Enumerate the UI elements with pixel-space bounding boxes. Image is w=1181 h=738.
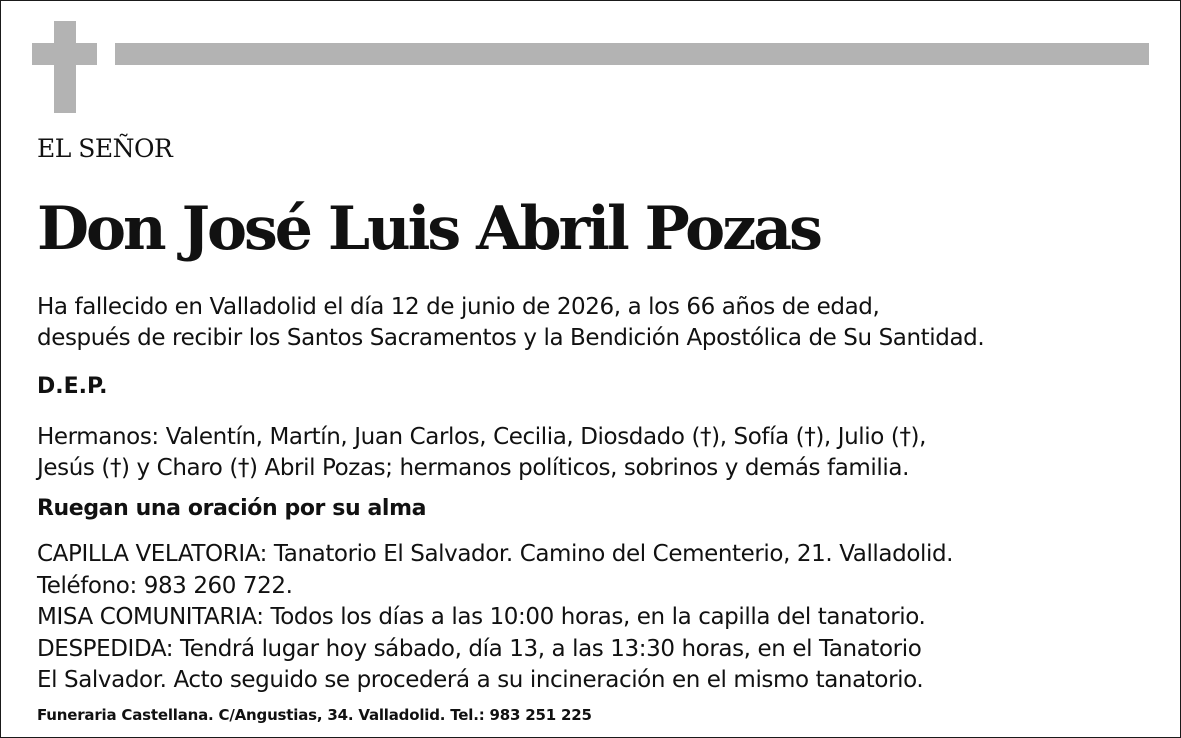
deceased-name: Don José Luis Abril Pozas	[37, 194, 820, 264]
details-line: MISA COMUNITARIA: Todos los días a las 10:00 horas, en la capilla del tanatorio.	[37, 604, 926, 630]
details-line: El Salvador. Acto seguido se procederá a su incineración en el mismo tanatorio.	[37, 667, 924, 693]
prayer-line: Ruegan una oración por su alma	[37, 496, 427, 521]
details-line: DESPEDIDA: Tendrá lugar hoy sábado, día 13, a las 13:30 horas, en el Tanatorio	[37, 635, 922, 662]
details-line: Teléfono: 983 260 722.	[37, 572, 293, 599]
heading: EL SEÑOR	[37, 134, 173, 163]
family-line: Jesús (†) y Charo (†) Abril Pozas; hermanos políticos, sobrinos y demás familia.	[37, 455, 909, 481]
service-details	[37, 539, 953, 697]
header-rule	[115, 43, 1149, 65]
announcement-paragraph	[37, 292, 984, 354]
rip-label: D.E.P.	[37, 374, 108, 399]
announcement-line: después de recibir los Santos Sacramentos y la Bendición Apostólica de Su Santidad.	[37, 325, 985, 351]
cross-horizontal-bar	[32, 43, 97, 65]
cross-vertical-bar	[54, 21, 76, 113]
details-line: CAPILLA VELATORIA: Tanatorio El Salvador. Camino del Cementerio, 21. Valladolid.	[37, 541, 954, 567]
announcement-line: Ha fallecido en Valladolid el día 12 de junio de 2026, a los 66 años de edad,	[37, 294, 880, 320]
funeral-home-footer: Funeraria Castellana. C/Angustias, 34. Valladolid. Tel.: 983 251 225	[37, 706, 592, 724]
family-paragraph	[37, 422, 926, 484]
family-line: Hermanos: Valentín, Martín, Juan Carlos, Cecilia, Diosdado (†), Sofía (†), Julio (†),	[37, 424, 927, 450]
